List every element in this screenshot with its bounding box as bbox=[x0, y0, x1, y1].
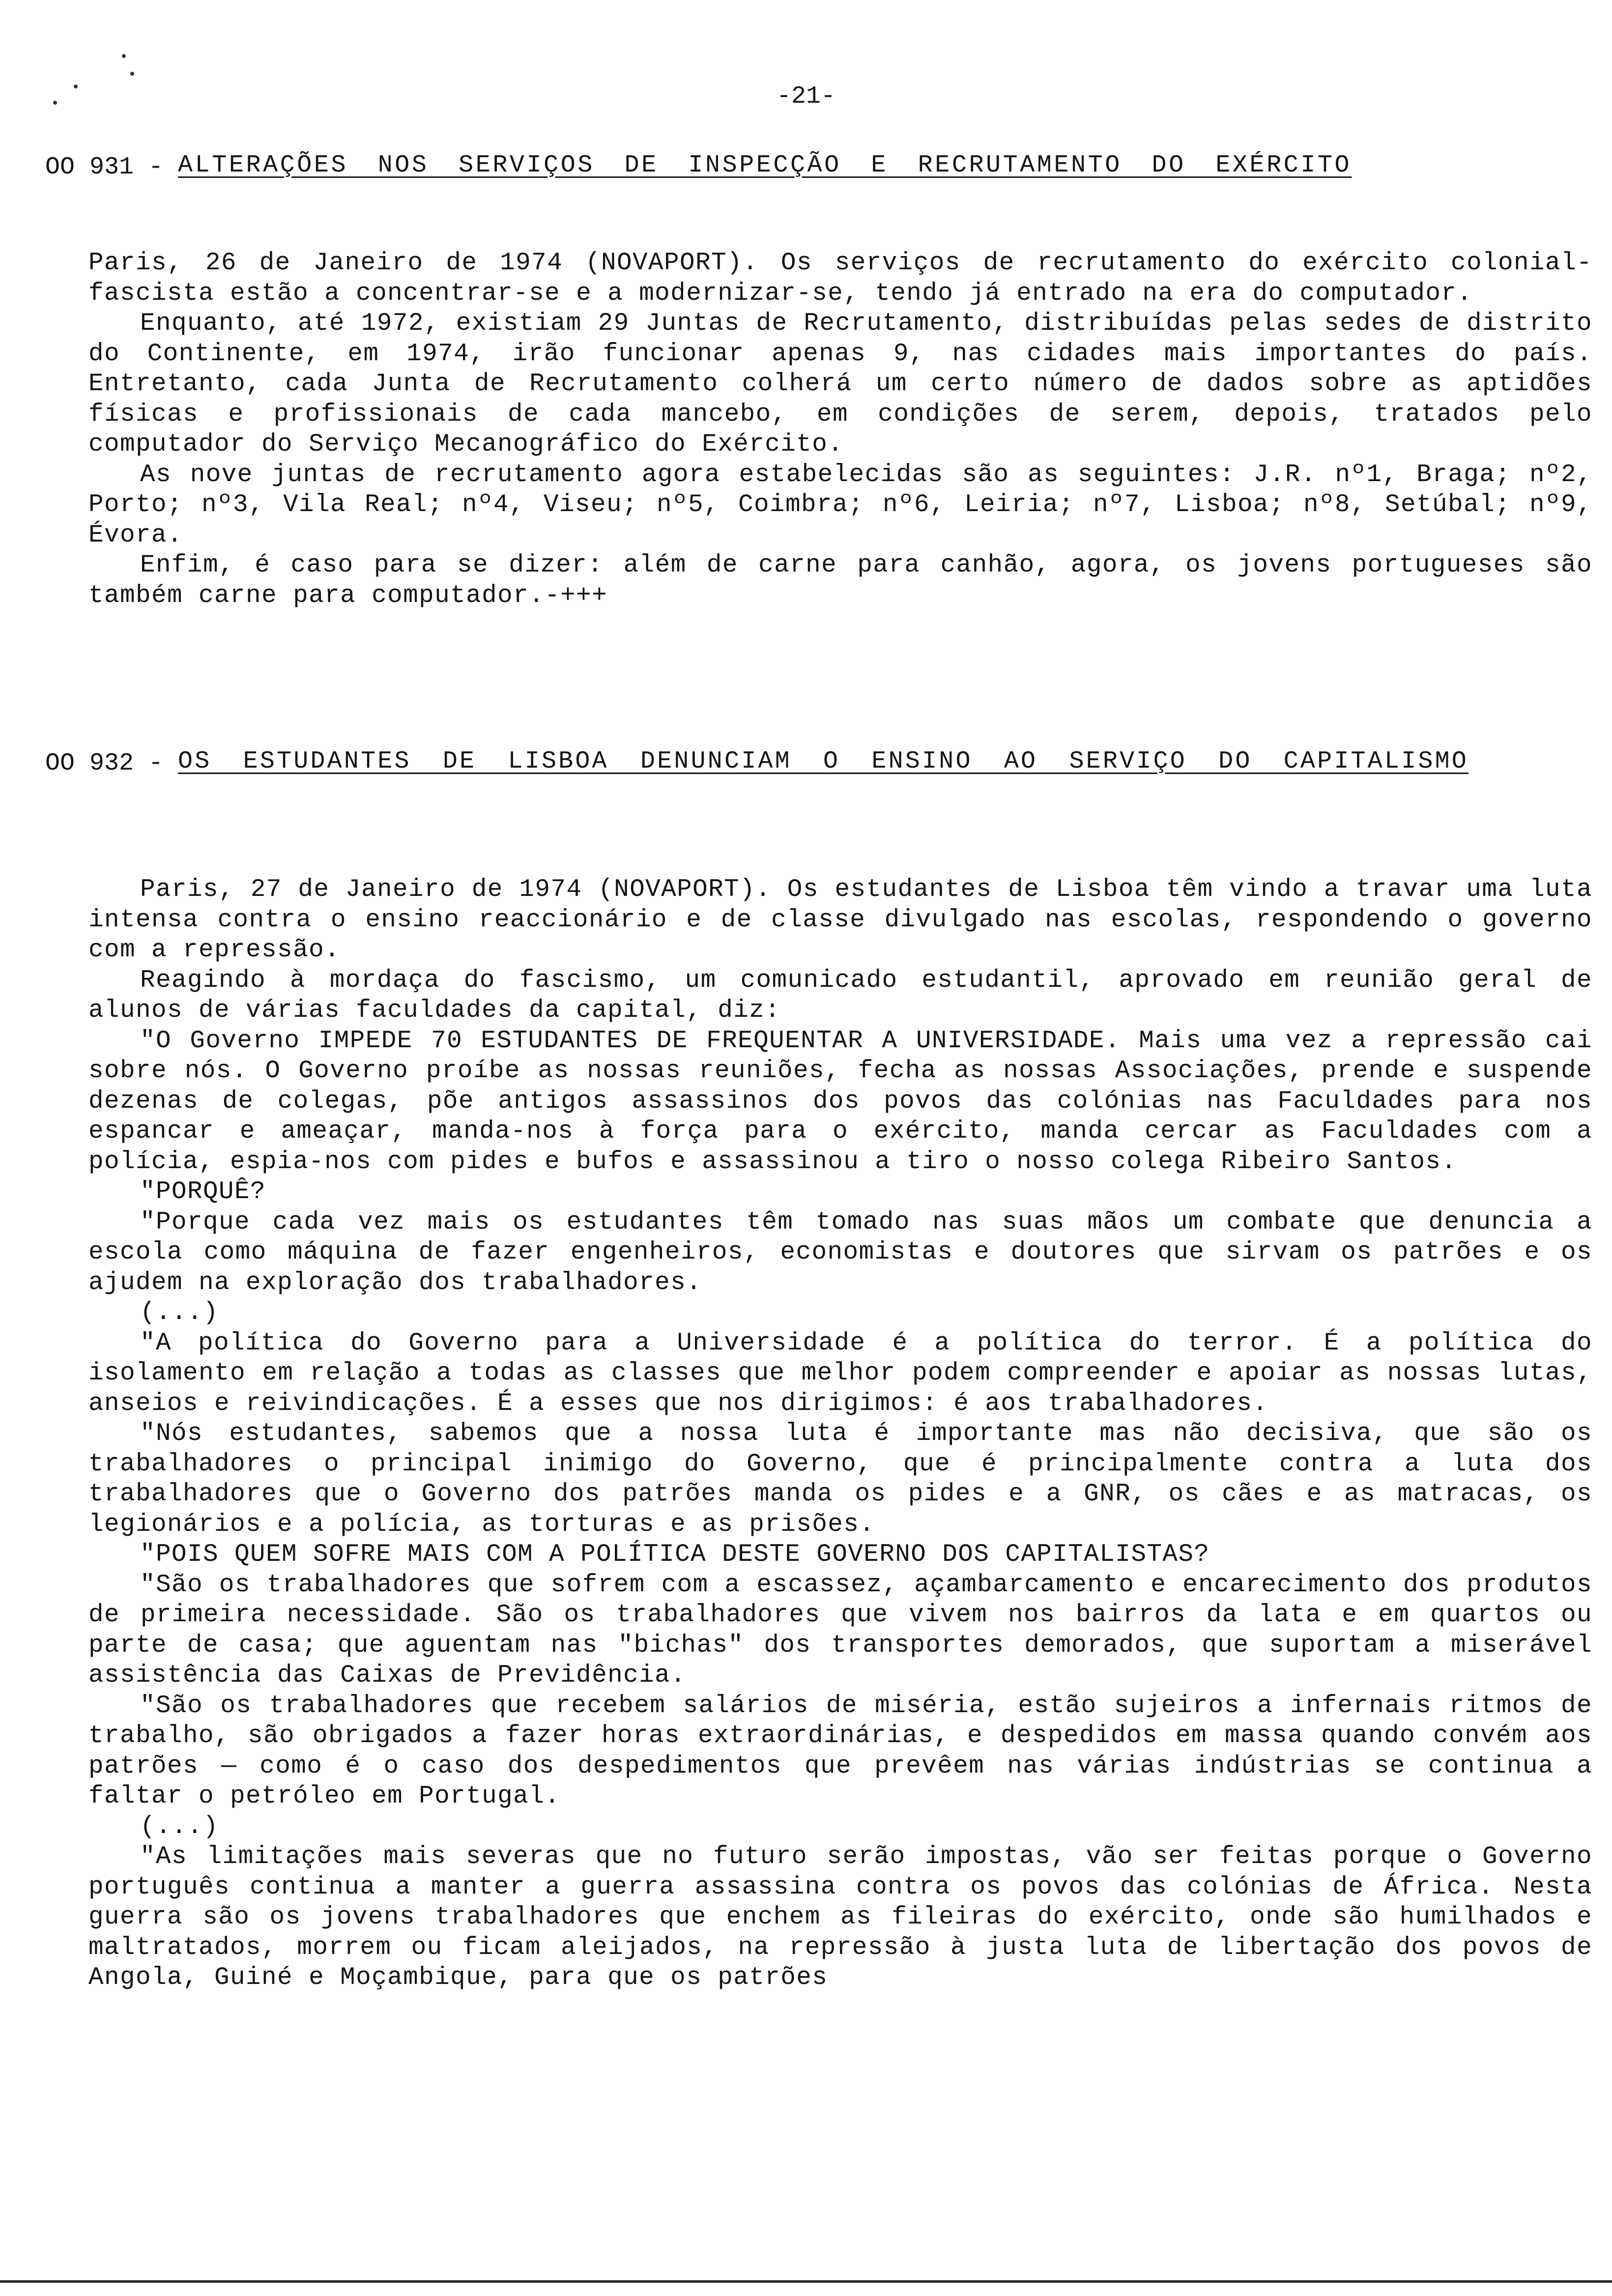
quoted-paragraph: "São os trabalhadores que recebem salários de miséria, estão sujeiros a infernais ritmos de trabalho, são obrigados a fazer horas extraordinárias, e despedidos em massa quando convém aos patrões — como é o caso dos despedimentos que prevêem nas várias indústrias se continua a faltar o petróleo em Portugal. bbox=[88, 1692, 1592, 1810]
article-body bbox=[88, 248, 1592, 611]
article-heading bbox=[45, 749, 1505, 785]
paragraph: Reagindo à mordaça do fascismo, um comunicado estudantil, aprovado em reunião geral de alunos de várias faculdades da capital, diz: bbox=[88, 966, 1592, 1025]
quoted-paragraph: "São os trabalhadores que sofrem com a escassez, açambarcamento e encarecimento dos produtos de primeira necessidade. São os trabalhadores que vivem nos bairros da lata e em quartos ou parte de casa; que aguentam nas "bichas" dos transportes demorados, que suportam a miserável assistência das Caixas de Previdência. bbox=[88, 1571, 1592, 1690]
quoted-paragraph: "PORQUÊ? bbox=[140, 1178, 266, 1206]
article-id: OO 931 - bbox=[45, 153, 178, 181]
page-number: -21- bbox=[776, 83, 836, 111]
bottom-rule bbox=[0, 2280, 1612, 2283]
paper-speck bbox=[130, 72, 134, 76]
quoted-paragraph: "Porque cada vez mais os estudantes têm tomado nas suas mãos um combate que denuncia a escola como máquina de fazer engenheiros, economistas e doutores que sirvam os patrões e os ajudem na exploração dos trabalhadores. bbox=[88, 1208, 1592, 1297]
paragraph: Enfim, é caso para se dizer: além de carne para canhão, agora, os jovens portugueses são também carne para computador.-+++ bbox=[88, 551, 1592, 610]
paragraph: Enquanto, até 1972, existiam 29 Juntas de Recrutamento, distribuídas pelas sedes de distrito do Continente, em 1974, irão funcionar apenas 9, nas cidades mais importantes do país. Entretanto, cada Junta de Recrutamento colherá um certo número de dados sobre as aptidões físicas e profissionais de cada mancebo, em condições de serem, depois, tratados pelo computador do Serviço Mecanográfico do Exército. bbox=[88, 310, 1592, 459]
article-title: OS ESTUDANTES DE LISBOA DENUNCIAM O ENSINO AO SERVIÇO DO CAPITALISMO bbox=[178, 747, 1468, 775]
article-body bbox=[88, 875, 1592, 1993]
ellipsis: (...) bbox=[140, 1299, 219, 1327]
ellipsis: (...) bbox=[140, 1812, 219, 1841]
quoted-paragraph: "O Governo IMPEDE 70 ESTUDANTES DE FREQUENTAR A UNIVERSIDADE. Mais uma vez a repressão cai sobre nós. O Governo proíbe as nossas reuniões, fecha as nossas Associações, prende e suspende dezenas de colegas, põe antigos assassinos dos povos das colónias nas Faculdades para nos espancar e ameaçar, manda-nos à força para o exército, manda cercar as Faculdades com a polícia, espia-nos com pides e bufos e assassinou a tiro o nosso colega Ribeiro Santos. bbox=[88, 1027, 1592, 1176]
paper-speck bbox=[122, 54, 126, 58]
article-id: OO 932 - bbox=[45, 749, 178, 777]
quoted-paragraph: "Nós estudantes, sabemos que a nossa luta é importante mas não decisiva, que são os trabalhadores o principal inimigo do Governo, que é principalmente contra a luta dos trabalhadores que o Governo dos patrões manda os pides e a GNR, os cães e as matracas, os legionários e a polícia, as torturas e as prisões. bbox=[88, 1420, 1592, 1539]
quoted-paragraph: "A política do Governo para a Universidade é a política do terror. É a política do isolamento em relação a todas as classes que melhor podem compreender e apoiar as nossas lutas, anseios e reivindicações. É a esses que nos dirigimos: é aos trabalhadores. bbox=[88, 1329, 1592, 1418]
quoted-paragraph: "POIS QUEM SOFRE MAIS COM A POLÍTICA DESTE GOVERNO DOS CAPITALISTAS? bbox=[140, 1541, 1210, 1569]
paragraph: Paris, 26 de Janeiro de 1974 (NOVAPORT). Os serviços de recrutamento do exército colonial-fascista estão a concentrar-se e a modernizar-se, tendo já entrado na era do computador. bbox=[88, 249, 1592, 308]
article-heading bbox=[45, 153, 1352, 189]
quoted-paragraph: "As limitações mais severas que no futuro serão impostas, vão ser feitas porque o Governo português continua a manter a guerra assassina contra os povos das colónias de África. Nesta guerra são os jovens trabalhadores que enchem as fileiras do exército, onde são humilhados e maltratados, morrem ou ficam aleijados, na repressão à justa luta de libertação dos povos de Angola, Guiné e Moçambique, para que os patrões bbox=[88, 1843, 1592, 1992]
article-title: ALTERAÇÕES NOS SERVIÇOS DE INSPECÇÃO E RECRUTAMENTO DO EXÉRCITO bbox=[178, 151, 1352, 179]
paragraph: Paris, 27 de Janeiro de 1974 (NOVAPORT). Os estudantes de Lisboa têm vindo a travar uma luta intensa contra o ensino reaccionário e de classe divulgado nas escolas, respondendo o governo com a repressão. bbox=[88, 876, 1592, 964]
paragraph: As nove juntas de recrutamento agora estabelecidas são as seguintes: J.R. nº1, Braga; nº2, Porto; nº3, Vila Real; nº4, Viseu; nº5, Coimbra; nº6, Leiria; nº7, Lisboa; nº8, Setúbal; nº9, Évora. bbox=[88, 460, 1592, 549]
